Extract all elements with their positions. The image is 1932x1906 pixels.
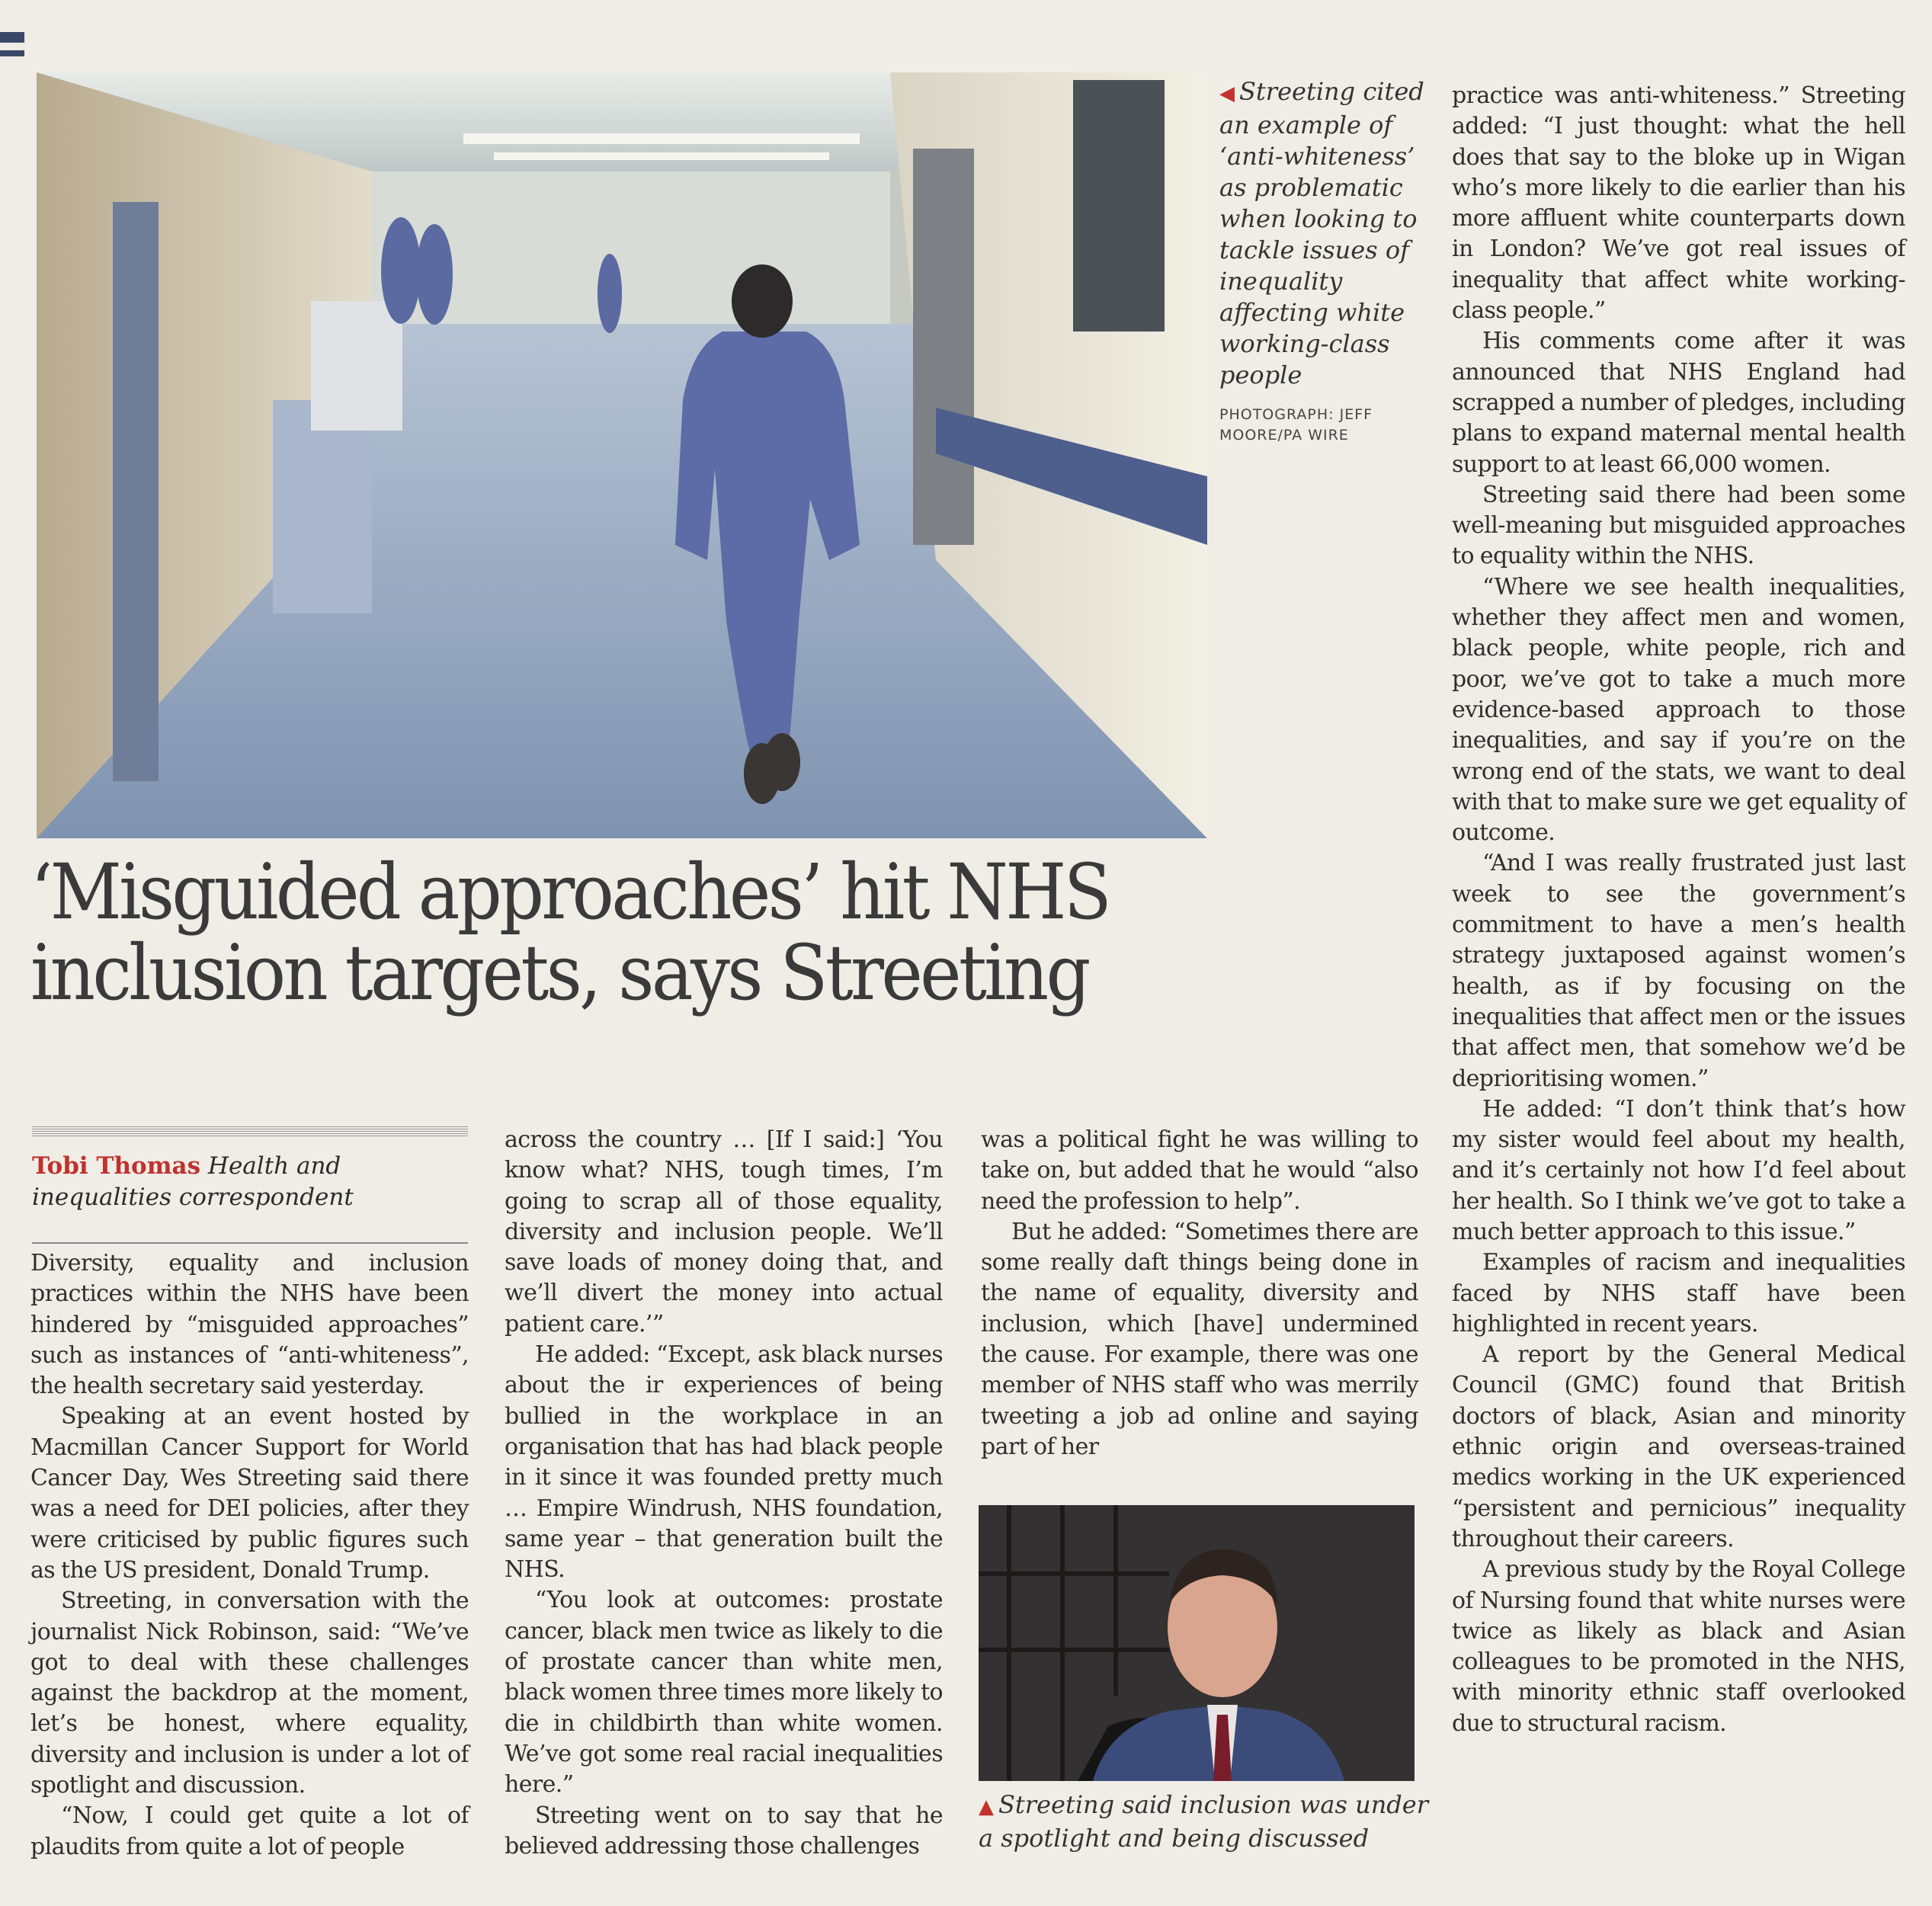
- body-column-4: [1452, 81, 1905, 1739]
- paragraph: He added: “Except, ask black nurses about the ir experiences of being bullied in the workplace in an organisation that has had black people in it since it was founded pretty much … Empire Windrush, NHS foundation, same year – that generation built the NHS.: [505, 1341, 943, 1584]
- paragraph: Streeting said there had been some well-meaning but misguided approaches to equality within the NHS.: [1452, 481, 1905, 570]
- portrait-photo-caption: [979, 1789, 1436, 1854]
- paragraph: “Where we see health inequalities, whether they affect men and women, black people, white people, rich and poor, we’ve got to take a much more evidence-based approach to those inequalities, and say if you’re on the wrong end of the stats, we want to deal with that to make sure we get equality of outcome.: [1452, 573, 1905, 847]
- paragraph: Speaking at an event hosted by Macmillan Cancer Support for World Cancer Day, Wes Streeting said there was a need for DEI policies, after they were criticised by public figures such as the US president, Donald Trump.: [30, 1403, 469, 1584]
- paragraph: “You look at outcomes: prostate cancer, black men twice as likely to die of prostate cancer than white men, black women three times more likely to die in childbirth than white women. We’ve got some real racial inequalities here.”: [505, 1587, 943, 1799]
- byline-top-rule: [32, 1126, 468, 1137]
- paragraph: Diversity, equality and inclusion practices within the NHS have been hindered by “misguided approaches” such as instances of “anti-whiteness”, the health secretary said yesterday.: [30, 1250, 469, 1400]
- hospital-corridor-photo: [37, 72, 1207, 838]
- paragraph: practice was anti-whiteness.” Streeting added: “I just thought: what the hell does that say to the bloke up in Wigan who’s more likely to die earlier than his more affluent white counterparts down in London? We’ve got real issues of inequality that affect white working-class people.”: [1452, 82, 1905, 325]
- paragraph: “Now, I could get quite a lot of plaudits from quite a lot of people: [30, 1802, 469, 1860]
- headline-line-1: ‘Misguided approaches’ hit NHS: [30, 847, 1110, 937]
- edge-mark: [0, 32, 24, 43]
- byline-bottom-rule: [32, 1242, 468, 1244]
- paragraph: Examples of racism and inequalities faced by NHS staff have been highlighted in recent years.: [1452, 1249, 1905, 1337]
- paragraph: His comments come after it was announced that NHS England had scrapped a number of pledges, including plans to expand maternal mental health support to at least 66,000 women.: [1452, 328, 1905, 478]
- body-column-2: [505, 1125, 943, 1862]
- edge-mark: [0, 50, 24, 56]
- paragraph: A previous study by the Royal College of Nursing found that white nurses were twice as likely as black and Asian colleagues to be promoted in the NHS, with minority ethnic staff overlooked due to structural racism.: [1452, 1556, 1905, 1737]
- paragraph: Streeting, in conversation with the journalist Nick Robinson, said: “We’ve got to deal with these challenges against the backdrop at the moment, let’s be honest, where equality, diversity and inclusion is under a lot of spotlight and discussion.: [30, 1587, 469, 1799]
- author-name: Tobi Thomas: [32, 1152, 201, 1180]
- streeting-portrait-photo: [979, 1505, 1415, 1781]
- body-column-3: [981, 1125, 1418, 1462]
- headline: [30, 847, 1334, 1017]
- paragraph: Streeting went on to say that he believed addressing those challenges: [505, 1802, 943, 1860]
- paragraph: across the country … [If I said:] ‘You know what? NHS, tough times, I’m going to scrap all of those equality, diversity and inclusion people. We’ll save loads of money doing that, and we’ll divert the money into actual patient care.’”: [505, 1126, 943, 1337]
- byline: [32, 1151, 474, 1213]
- left-pointing-triangle-icon: ◀: [1219, 82, 1235, 105]
- author-role: Health and inequalities correspondent: [32, 1152, 354, 1211]
- headline-line-2: inclusion targets, says Streeting: [30, 928, 1088, 1017]
- paragraph: But he added: “Sometimes there are some really daft things being done in the name of equality, diversity and inclusion, which [have] undermined the cause. For example, there was one member of NHS staff who was merrily tweeting a job ad online and saying part of her: [981, 1218, 1418, 1460]
- hero-photo-caption: [1219, 76, 1433, 446]
- caption-text: Streeting said inclusion was under a spotlight and being discussed: [979, 1790, 1429, 1853]
- photo-credit: PHOTOGRAPH: JEFF MOORE/PA WIRE: [1219, 406, 1373, 444]
- paragraph: He added: “I don’t think that’s how my sister would feel about my health, and it’s certainly not how I’d feel about her health. So I think we’ve got to take a much better approach to this issue.”: [1452, 1095, 1905, 1245]
- paragraph: was a political fight he was willing to take on, but added that he would “also need the profession to help”.: [981, 1126, 1418, 1215]
- caption-text: Streeting cited an example of ‘anti-whiteness’ as problematic when looking to tackle issues of inequality affecting white working-class people: [1219, 77, 1424, 389]
- body-column-1: [30, 1248, 469, 1863]
- paragraph: A report by the General Medical Council (GMC) found that British doctors of black, Asian and minority ethnic origin and overseas-trained medics working in the UK experienced “persistent and pernicious” inequality throughout their careers.: [1452, 1341, 1905, 1552]
- paragraph: “And I was really frustrated just last week to see the government’s commitment to have a men’s health strategy juxtaposed against women’s health, as if by focusing on the inequalities that affect men or the issues that affect men, that somehow we’d be deprioritising women.”: [1452, 850, 1905, 1092]
- up-pointing-triangle-icon: ▲: [979, 1795, 994, 1818]
